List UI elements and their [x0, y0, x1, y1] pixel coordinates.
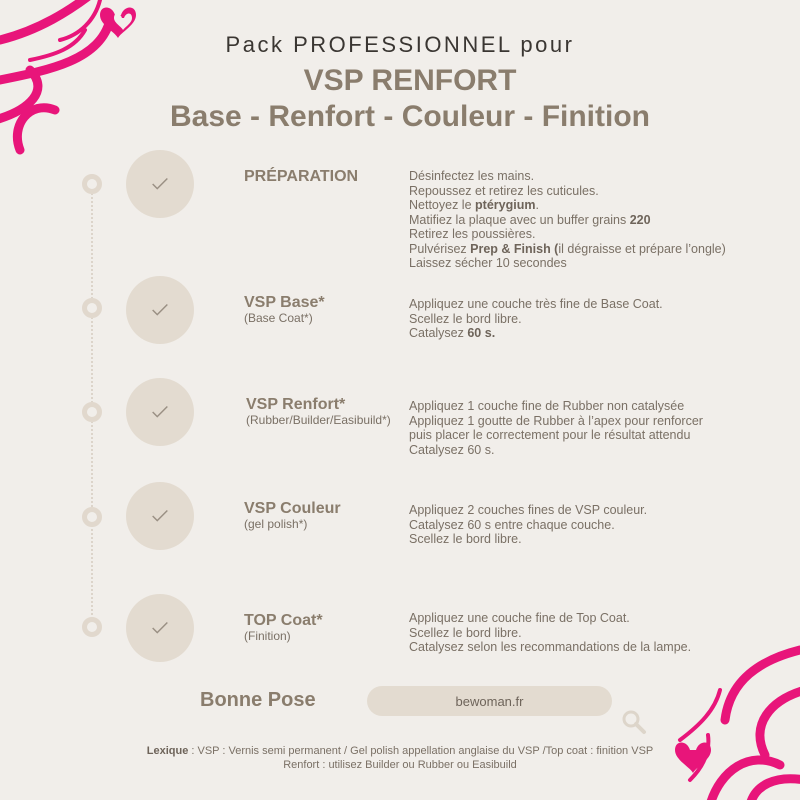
page-subtitle: Pack PROFESSIONNEL pour — [225, 32, 575, 57]
instruction-line: Catalysez 60 s entre chaque couche. — [409, 517, 615, 532]
step-marker — [126, 482, 194, 550]
instruction-line: Pulvérisez Prep & Finish (il dégraisse et prépare l’ongle) — [409, 241, 726, 256]
step-marker — [126, 150, 194, 218]
instruction-line: Appliquez une couche très fine de Base Coat. — [409, 297, 663, 311]
instruction-line: Scellez le bord libre. — [409, 311, 522, 326]
check-icon — [149, 617, 171, 639]
search-icon[interactable] — [620, 708, 648, 736]
instruction-line: Matifiez la plaque avec un buffer grains 220 — [409, 212, 651, 227]
step-marker — [126, 378, 194, 446]
step-subtitle: (Finition) — [244, 629, 291, 643]
lexique-line2: Renfort : utilisez Builder ou Rubber ou Easibuild — [283, 759, 517, 771]
instruction-line: Retirez les poussières. — [409, 227, 536, 241]
check-icon — [149, 173, 171, 195]
lexique-label: Lexique — [146, 745, 189, 757]
step-subtitle: (Rubber/Builder/Easibuild*) — [246, 413, 391, 427]
page-title: VSP RENFORT — [303, 64, 517, 97]
step-instructions — [409, 503, 789, 547]
check-icon — [149, 505, 171, 527]
step-instructions — [409, 611, 789, 655]
step-instructions — [409, 169, 789, 271]
check-icon — [149, 401, 171, 423]
instruction-line: Appliquez 2 couches fines de VSP couleur. — [409, 503, 648, 517]
instruction-line: Laissez sécher 10 secondes — [409, 256, 567, 270]
step-title: VSP Couleur — [244, 500, 341, 517]
instruction-line: Nettoyez le ptérygium. — [409, 198, 539, 212]
step-title: VSP Renfort* — [246, 396, 346, 413]
closing-message: Bonne Pose — [200, 689, 316, 711]
timeline-dot — [82, 507, 102, 527]
lexique-text: : VSP : Vernis semi permanent / Gel polish appellation anglaise du VSP /Top coat : finition VSP — [188, 745, 654, 757]
instruction-line: puis placer le correctement pour le résultat attendu — [409, 428, 691, 442]
step-instructions — [409, 297, 789, 341]
instruction-line: Repoussez et retirez les cuticules. — [409, 183, 599, 198]
step-title: TOP Coat* — [244, 612, 323, 629]
instruction-line: Appliquez 1 goutte de Rubber à l’apex pour renforcer — [409, 413, 703, 428]
timeline-dot — [82, 298, 102, 318]
instruction-line: Désinfectez les mains. — [409, 169, 535, 183]
step-title: PRÉPARATION — [244, 168, 359, 185]
step-marker — [126, 276, 194, 344]
instruction-line: Scellez le bord libre. — [409, 625, 522, 640]
instruction-line: Scellez le bord libre. — [409, 532, 522, 546]
lexique-footer — [0, 744, 800, 772]
step-marker — [126, 594, 194, 662]
instruction-line: Appliquez 1 couche fine de Rubber non catalysée — [409, 399, 685, 413]
instruction-line: Appliquez une couche fine de Top Coat. — [409, 611, 630, 625]
step-instructions — [409, 399, 789, 457]
step-title: VSP Base* — [244, 294, 325, 311]
timeline-dot — [82, 617, 102, 637]
timeline-dot — [82, 174, 102, 194]
step-subtitle: (gel polish*) — [244, 517, 308, 531]
instruction-line: Catalysez 60 s. — [409, 442, 495, 457]
check-icon — [149, 299, 171, 321]
step-subtitle: (Base Coat*) — [244, 311, 313, 325]
instruction-line: Catalysez selon les recommandations de la lampe. — [409, 640, 692, 654]
steps-heading: Base - Renfort - Couleur - Finition — [170, 100, 650, 133]
website-link[interactable]: bewoman.fr — [367, 686, 612, 716]
timeline-dot — [82, 402, 102, 422]
instruction-line: Catalysez 60 s. — [409, 326, 496, 340]
flourish-heart-icon — [670, 630, 800, 800]
